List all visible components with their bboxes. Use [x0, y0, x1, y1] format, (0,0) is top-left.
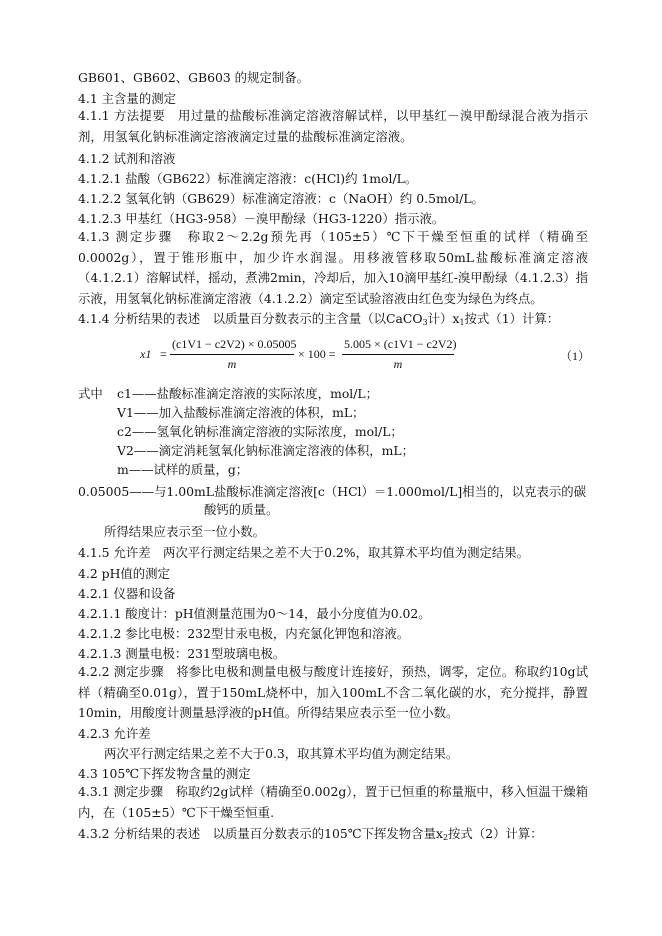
text-line: 式中 — [78, 386, 103, 401]
paragraph-4-3-1: 4.3.1 测定步骤 称取约2g试样（精确至0.002g），置于已恒重的称量瓶中，移入恒温干燥箱内，在（105±5）℃下干燥至恒重. — [78, 784, 588, 820]
text-line: 4.1.2.3 甲基红（HG3-958）－溴甲酚绿（HG3-1220）指示液。 — [78, 211, 445, 226]
text-run: 4.1.4 分析结果的表述 以质量百分数表示的主含量（以CaCO — [78, 311, 423, 326]
section-heading: 4.2.3 允许差 — [78, 726, 151, 741]
formula-denominator: m — [227, 357, 237, 371]
subscript: 2 — [442, 833, 449, 842]
definition-v2: V2——滴定消耗氢氧化钠标准滴定溶液的体积，mL； — [117, 443, 415, 458]
subscript: 3 — [422, 318, 428, 327]
section-heading: 4.2.1 仪器和设备 — [78, 586, 176, 601]
text-run: 按式（1）计算： — [464, 311, 560, 326]
text-line: 所得结果应表示至一位小数。 — [104, 524, 266, 539]
text-line: 4.2.1.3 测量电极：231型玻璃电极。 — [78, 646, 286, 661]
section-heading: 4.1 主含量的测定 — [78, 91, 176, 106]
paragraph-4-1-5: 4.1.5 允许差 两次平行测定结果之差不大于0.2%，取其算术平均值为测定结果。 — [78, 545, 530, 560]
text-line: 4.2.1.2 参比电极：232型甘汞电极，内充氯化钾饱和溶液。 — [78, 626, 410, 641]
formula-fraction-1 — [170, 337, 297, 372]
formula-1 — [140, 335, 600, 375]
paragraph-4-1-4 — [78, 311, 559, 327]
section-heading: 4.2 pH值的测定 — [78, 566, 170, 581]
formula-numerator: 5.005 × (c1V1 − c2V2) — [342, 337, 454, 355]
text-line: 4.1.2.2 氢氧化钠（GB629）标准滴定溶液：c（NaOH）约 0.5mol/L。 — [78, 191, 484, 206]
definition-constant: 0.05005——与1.00mL盐酸标准滴定溶液[c（HCl）＝1.000mol/L]相当的，以克表示的碳 — [78, 484, 587, 499]
text-line: 两次平行测定结果之差不大于0.3，取其算术平均值为测定结果。 — [104, 746, 459, 761]
text-run: 计）x — [427, 311, 460, 326]
formula-numerator: (c1V1 − c2V2) × 0.05005 — [170, 337, 294, 355]
formula-equals: = — [160, 347, 167, 361]
text-run: 4.3.2 分析结果的表述 以质量百分数表示的105℃下挥发物含量x — [78, 826, 443, 841]
subscript: 1 — [459, 318, 465, 327]
definition-c2: c2——氢氧化钠标准滴定溶液的实际浓度，mol/L； — [117, 424, 403, 439]
definition-m: m——试样的质量，g； — [117, 462, 249, 477]
formula-lhs: x1 — [140, 347, 152, 361]
definition-c1: c1——盐酸标准滴定溶液的实际浓度，mol/L； — [117, 386, 379, 401]
paragraph-4-2-2: 4.2.2 测定步骤 将参比电极和测量电极与酸度计连接好，预热，调零，定位。称取约10g试样（精确至0.01g），置于150mL烧杯中，加入100mL不含二氧化碳的水，充分搅拌，静置10min，用酸度计测量悬浮液的pH值。所得结果应表示至一位小数。 — [78, 664, 588, 720]
text-line: GB601、GB602、GB603 的规定制备。 — [78, 70, 310, 85]
section-heading: 4.3 105℃下挥发物含量的测定 — [78, 766, 251, 781]
section-heading: 4.1.2 试剂和溶液 — [78, 151, 176, 166]
definition-constant-cont: 酸钙的质量。 — [204, 502, 279, 517]
formula-fraction-2 — [342, 337, 457, 372]
formula-number: （1） — [560, 349, 591, 363]
text-line: 4.2.1.1 酸度计：pH值测量范围为0～14，最小分度值为0.02。 — [78, 606, 431, 621]
formula-times-100: × 100 = — [298, 347, 336, 361]
paragraph-4-1-1: 4.1.1 方法提要 用过量的盐酸标准滴定溶液溶解试样，以甲基红－溴甲酚绿混合液为指示剂，用氢氧化钠标准滴定溶液滴定过量的盐酸标准滴定溶液。 — [78, 108, 588, 144]
paragraph-4-3-2 — [78, 826, 543, 842]
formula-denominator: m — [393, 357, 403, 371]
text-line: 4.1.2.1 盐酸（GB622）标准滴定溶液：c(HCl)约 1mol/L。 — [78, 171, 418, 186]
paragraph-4-1-3: 4.1.3 测定步骤 称取2～2.2g预先再（105±5）℃下干燥至恒重的试样（精确至0.0002g），置于锥形瓶中，加少许水润湿。用移液管移取50mL盐酸标准滴定溶液（4.1.2.1）溶解试样，摇动，煮沸2min，冷却后，加入10滴甲基红-溴甲酚绿（4.1.2.3）指示液，用氢氧化钠标准滴定溶液（4.1.2.2）滴定至试验溶液由红色变为绿色为终点。 — [78, 229, 588, 306]
definition-v1: V1——加入盐酸标准滴定溶液的体积，mL； — [117, 405, 365, 420]
text-run: 按式（2）计算： — [448, 826, 543, 841]
